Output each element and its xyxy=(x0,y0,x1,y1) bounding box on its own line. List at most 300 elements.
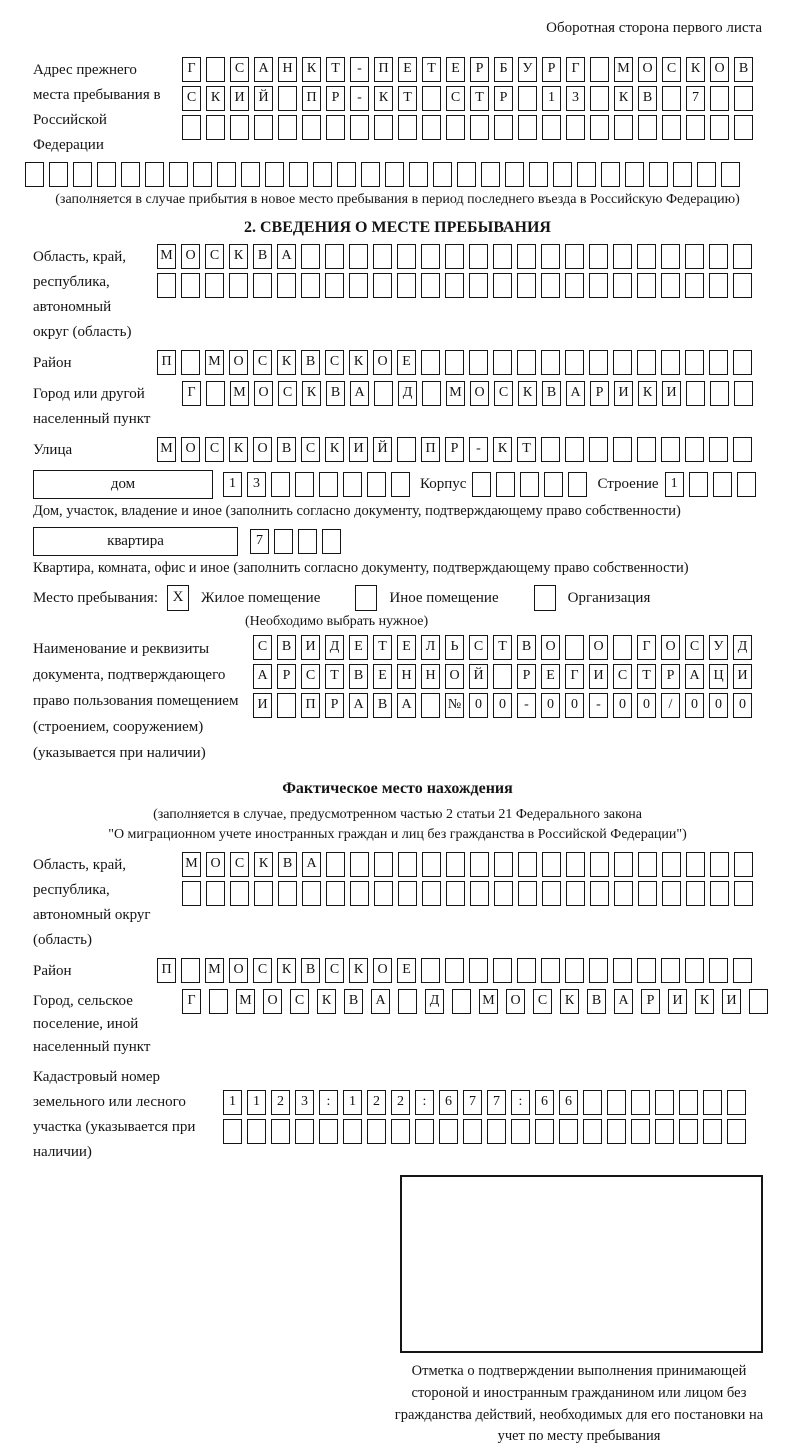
char-cell xyxy=(469,273,488,298)
char-cell xyxy=(230,115,249,140)
korpus-label: Корпус xyxy=(420,476,467,492)
char-cell: О xyxy=(373,958,392,983)
prev-address-rows xyxy=(182,57,753,140)
char-cell xyxy=(721,162,740,187)
street-row xyxy=(157,437,752,462)
char-cell: 2 xyxy=(271,1090,290,1115)
char-cell: С xyxy=(230,57,249,82)
char-cell xyxy=(679,1090,698,1115)
char-cell xyxy=(457,162,476,187)
char-cell xyxy=(727,1119,746,1144)
char-cell: С xyxy=(301,664,320,689)
char-cell xyxy=(313,162,332,187)
char-cell: О xyxy=(506,989,525,1014)
char-cell: Й xyxy=(469,664,488,689)
char-cell: С xyxy=(253,350,272,375)
char-cell xyxy=(422,115,441,140)
char-cell xyxy=(590,57,609,82)
char-cell xyxy=(709,244,728,269)
char-cell xyxy=(254,881,273,906)
actual-region-row-1 xyxy=(182,852,753,877)
prev-address-row-2 xyxy=(182,86,753,111)
char-cell xyxy=(385,162,404,187)
char-cell xyxy=(271,1119,290,1144)
char-cell: А xyxy=(277,244,296,269)
cadastral-field xyxy=(33,1064,762,1165)
char-cell: 1 xyxy=(665,472,684,497)
char-cell xyxy=(637,350,656,375)
char-cell xyxy=(511,1119,530,1144)
char-cell: П xyxy=(302,86,321,111)
char-cell xyxy=(391,472,410,497)
char-cell: К xyxy=(325,437,344,462)
char-cell: К xyxy=(277,350,296,375)
char-cell: 2 xyxy=(367,1090,386,1115)
char-cell: 3 xyxy=(295,1090,314,1115)
char-cell xyxy=(278,86,297,111)
char-cell xyxy=(638,852,657,877)
char-cell xyxy=(613,437,632,462)
char-cell: В xyxy=(277,635,296,660)
char-cell: Т xyxy=(422,57,441,82)
district-field xyxy=(33,350,762,376)
char-cell: К xyxy=(349,350,368,375)
char-cell: Т xyxy=(637,664,656,689)
char-cell: Г xyxy=(565,664,584,689)
char-cell xyxy=(613,273,632,298)
char-cell: 2 xyxy=(391,1090,410,1115)
apartment-labelbox: квартира xyxy=(33,527,238,556)
char-cell xyxy=(590,115,609,140)
actual-city-field xyxy=(33,989,762,1059)
char-cell: К xyxy=(638,381,657,406)
char-cell xyxy=(350,115,369,140)
char-cell xyxy=(421,273,440,298)
char-cell: О xyxy=(638,57,657,82)
char-cell: О xyxy=(541,635,560,660)
char-cell: С xyxy=(205,437,224,462)
char-cell xyxy=(319,472,338,497)
char-cell: 0 xyxy=(469,693,488,718)
char-cell: Р xyxy=(517,664,536,689)
char-cell xyxy=(445,244,464,269)
city-row xyxy=(182,381,753,406)
char-cell: Г xyxy=(637,635,656,660)
char-cell: 0 xyxy=(493,693,512,718)
char-cell xyxy=(223,1119,242,1144)
document-field xyxy=(33,635,762,766)
char-cell xyxy=(662,115,681,140)
char-cell xyxy=(494,881,513,906)
char-cell xyxy=(733,273,752,298)
char-cell xyxy=(638,881,657,906)
char-cell: 0 xyxy=(685,693,704,718)
document-label: Наименование и реквизиты документа, подтверждающего право пользования помещением (строением, сооружением) (указывается при наличии) xyxy=(33,641,239,761)
char-cell xyxy=(734,881,753,906)
char-cell: 1 xyxy=(223,472,242,497)
char-cell: К xyxy=(254,852,273,877)
char-cell: И xyxy=(668,989,687,1014)
char-cell xyxy=(493,958,512,983)
char-cell xyxy=(181,273,200,298)
char-cell: В xyxy=(301,958,320,983)
char-cell xyxy=(445,958,464,983)
char-cell: К xyxy=(686,57,705,82)
char-cell xyxy=(302,115,321,140)
char-cell xyxy=(367,1119,386,1144)
char-cell: Д xyxy=(733,635,752,660)
char-cell xyxy=(422,381,441,406)
char-cell: К xyxy=(317,989,336,1014)
house-labelbox: дом xyxy=(33,470,213,499)
char-cell xyxy=(544,472,563,497)
char-cell: С xyxy=(446,86,465,111)
char-cell xyxy=(541,437,560,462)
stroenie-label: Строение xyxy=(597,476,659,492)
char-cell xyxy=(121,162,140,187)
char-cell: : xyxy=(319,1090,338,1115)
char-cell xyxy=(337,162,356,187)
char-cell xyxy=(494,852,513,877)
char-cell xyxy=(535,1119,554,1144)
char-cell: У xyxy=(709,635,728,660)
actual-city-row xyxy=(182,989,768,1014)
char-cell: Д xyxy=(398,381,417,406)
char-cell xyxy=(49,162,68,187)
char-cell xyxy=(493,273,512,298)
actual-region-field xyxy=(33,852,762,953)
char-cell: С xyxy=(278,381,297,406)
char-cell xyxy=(631,1090,650,1115)
char-cell xyxy=(322,529,341,554)
char-cell xyxy=(350,881,369,906)
char-cell xyxy=(349,273,368,298)
char-cell: 0 xyxy=(637,693,656,718)
char-cell: М xyxy=(205,350,224,375)
char-cell: 0 xyxy=(733,693,752,718)
char-cell xyxy=(614,881,633,906)
char-cell xyxy=(638,115,657,140)
char-cell: О xyxy=(470,381,489,406)
char-cell xyxy=(326,852,345,877)
char-cell xyxy=(685,437,704,462)
char-cell xyxy=(749,989,768,1014)
document-row-3 xyxy=(253,693,752,718)
char-cell xyxy=(542,881,561,906)
prev-address-row-3 xyxy=(182,115,753,140)
char-cell xyxy=(613,635,632,660)
char-cell xyxy=(727,1090,746,1115)
char-cell xyxy=(182,115,201,140)
char-cell xyxy=(709,350,728,375)
char-cell: И xyxy=(662,381,681,406)
char-cell: М xyxy=(479,989,498,1014)
char-cell xyxy=(470,881,489,906)
char-cell xyxy=(206,881,225,906)
char-cell xyxy=(145,162,164,187)
char-cell xyxy=(661,350,680,375)
char-cell: П xyxy=(301,693,320,718)
char-cell: С xyxy=(301,437,320,462)
char-cell xyxy=(421,958,440,983)
char-cell xyxy=(637,273,656,298)
char-cell xyxy=(445,350,464,375)
char-cell: Р xyxy=(326,86,345,111)
street-label: Улица xyxy=(33,442,73,458)
char-cell xyxy=(568,472,587,497)
char-cell xyxy=(241,162,260,187)
char-cell xyxy=(229,273,248,298)
char-cell: С xyxy=(205,244,224,269)
char-cell xyxy=(398,989,417,1014)
char-cell: 6 xyxy=(439,1090,458,1115)
char-cell: А xyxy=(254,57,273,82)
char-cell xyxy=(374,381,393,406)
char-cell xyxy=(470,852,489,877)
char-cell: Т xyxy=(398,86,417,111)
char-cell: Р xyxy=(542,57,561,82)
house-cells xyxy=(223,472,410,497)
char-cell: Й xyxy=(373,437,392,462)
actual-location-note-2: "О миграционном учете иностранных граждан и лиц без гражданства в Российской Федерации") xyxy=(108,826,687,842)
char-cell xyxy=(421,350,440,375)
char-cell xyxy=(422,852,441,877)
char-cell: Н xyxy=(397,664,416,689)
char-cell xyxy=(319,1119,338,1144)
char-cell xyxy=(361,162,380,187)
char-cell: Е xyxy=(373,664,392,689)
char-cell xyxy=(169,162,188,187)
char-cell xyxy=(301,273,320,298)
char-cell xyxy=(206,57,225,82)
char-cell xyxy=(254,115,273,140)
char-cell: - xyxy=(350,57,369,82)
char-cell: : xyxy=(415,1090,434,1115)
region-field xyxy=(33,244,762,345)
actual-city-label: Город, сельское поселение, иной населенный пункт xyxy=(33,993,151,1056)
char-cell: 7 xyxy=(463,1090,482,1115)
char-cell xyxy=(697,162,716,187)
char-cell xyxy=(661,273,680,298)
char-cell: Г xyxy=(182,381,201,406)
district-label: Район xyxy=(33,355,72,371)
char-cell: В xyxy=(277,437,296,462)
char-cell: И xyxy=(589,664,608,689)
char-cell xyxy=(590,852,609,877)
char-cell xyxy=(373,273,392,298)
char-cell: 0 xyxy=(709,693,728,718)
char-cell: М xyxy=(446,381,465,406)
char-cell xyxy=(469,244,488,269)
char-cell xyxy=(589,350,608,375)
char-cell xyxy=(253,273,272,298)
char-cell: О xyxy=(181,244,200,269)
char-cell xyxy=(577,162,596,187)
char-cell: Т xyxy=(326,57,345,82)
char-cell xyxy=(709,437,728,462)
char-cell: О xyxy=(710,57,729,82)
char-cell xyxy=(733,350,752,375)
char-cell: М xyxy=(157,244,176,269)
char-cell: П xyxy=(157,350,176,375)
char-cell: Е xyxy=(397,350,416,375)
char-cell xyxy=(274,529,293,554)
char-cell xyxy=(565,437,584,462)
char-cell xyxy=(541,244,560,269)
char-cell xyxy=(349,244,368,269)
char-cell xyxy=(409,162,428,187)
char-cell: Г xyxy=(566,57,585,82)
char-cell: В xyxy=(373,693,392,718)
char-cell: А xyxy=(614,989,633,1014)
house-note: Дом, участок, владение и иное (заполнить согласно документу, подтверждающему право собственности) xyxy=(33,503,681,519)
char-cell xyxy=(452,989,471,1014)
char-cell xyxy=(496,472,515,497)
char-cell xyxy=(472,472,491,497)
char-cell: С xyxy=(253,958,272,983)
char-cell xyxy=(193,162,212,187)
char-cell: С xyxy=(662,57,681,82)
apartment-note: Квартира, комната, офис и иное (заполнить согласно документу, подтверждающему право собственности) xyxy=(33,560,689,576)
char-cell: Т xyxy=(517,437,536,462)
confirmation-area xyxy=(33,1175,762,1443)
char-cell: О xyxy=(373,350,392,375)
stay-checkbox-residential: X xyxy=(167,585,189,611)
char-cell xyxy=(710,381,729,406)
char-cell: С xyxy=(253,635,272,660)
char-cell: И xyxy=(722,989,741,1014)
char-cell xyxy=(649,162,668,187)
char-cell xyxy=(518,86,537,111)
char-cell: В xyxy=(349,664,368,689)
char-cell xyxy=(209,989,228,1014)
char-cell xyxy=(662,86,681,111)
char-cell xyxy=(737,472,756,497)
char-cell xyxy=(583,1119,602,1144)
char-cell: Р xyxy=(325,693,344,718)
cadastral-row-2 xyxy=(223,1119,746,1144)
char-cell: Ь xyxy=(445,635,464,660)
region-row-2 xyxy=(157,273,752,298)
char-cell: В xyxy=(344,989,363,1014)
char-cell xyxy=(325,273,344,298)
char-cell xyxy=(613,958,632,983)
char-cell xyxy=(583,1090,602,1115)
char-cell xyxy=(637,437,656,462)
char-cell xyxy=(181,350,200,375)
char-cell: В xyxy=(587,989,606,1014)
char-cell xyxy=(505,162,524,187)
char-cell xyxy=(686,881,705,906)
char-cell xyxy=(350,852,369,877)
char-cell xyxy=(470,115,489,140)
document-row-2 xyxy=(253,664,752,689)
char-cell: О xyxy=(253,437,272,462)
char-cell: М xyxy=(230,381,249,406)
char-cell: - xyxy=(517,693,536,718)
cadastral-row-1 xyxy=(223,1090,746,1115)
char-cell xyxy=(445,273,464,298)
char-cell: - xyxy=(469,437,488,462)
char-cell: Р xyxy=(277,664,296,689)
char-cell: - xyxy=(589,693,608,718)
char-cell: А xyxy=(371,989,390,1014)
char-cell xyxy=(520,472,539,497)
char-cell xyxy=(590,881,609,906)
prev-address-row-4 xyxy=(25,162,762,187)
char-cell: О xyxy=(229,350,248,375)
char-cell xyxy=(614,115,633,140)
char-cell: 7 xyxy=(686,86,705,111)
char-cell: 1 xyxy=(247,1090,266,1115)
char-cell: Г xyxy=(182,57,201,82)
char-cell: К xyxy=(349,958,368,983)
char-cell xyxy=(343,472,362,497)
char-cell xyxy=(247,1119,266,1144)
actual-location-note-1: (заполняется в случае, предусмотренном частью 2 статьи 21 Федерального закона xyxy=(153,807,642,822)
char-cell: В xyxy=(734,57,753,82)
cadastral-label: Кадастровый номер земельного или лесного участка (указывается при наличии) xyxy=(33,1069,196,1161)
char-cell: Р xyxy=(661,664,680,689)
char-cell: Б xyxy=(494,57,513,82)
char-cell: Е xyxy=(541,664,560,689)
apartment-cells xyxy=(250,529,341,554)
char-cell: М xyxy=(182,852,201,877)
stay-type-note: (Необходимо выбрать нужное) xyxy=(245,614,429,629)
char-cell: 1 xyxy=(542,86,561,111)
char-cell xyxy=(625,162,644,187)
char-cell: Н xyxy=(421,664,440,689)
char-cell: П xyxy=(157,958,176,983)
char-cell xyxy=(415,1119,434,1144)
char-cell xyxy=(733,437,752,462)
char-cell: М xyxy=(157,437,176,462)
char-cell: И xyxy=(253,693,272,718)
char-cell: О xyxy=(181,437,200,462)
corner-note: Оборотная сторона первого листа xyxy=(546,20,762,36)
char-cell: Т xyxy=(493,635,512,660)
char-cell xyxy=(685,958,704,983)
char-cell: К xyxy=(374,86,393,111)
char-cell: С xyxy=(230,852,249,877)
char-cell xyxy=(326,881,345,906)
char-cell: В xyxy=(638,86,657,111)
char-cell xyxy=(397,273,416,298)
stay-label-residential: Жилое помещение xyxy=(201,589,321,606)
char-cell xyxy=(589,958,608,983)
char-cell: В xyxy=(278,852,297,877)
korpus-cells xyxy=(472,472,587,497)
char-cell: К xyxy=(493,437,512,462)
char-cell: С xyxy=(325,350,344,375)
char-cell xyxy=(421,244,440,269)
char-cell: К xyxy=(560,989,579,1014)
stroenie-cells xyxy=(665,472,756,497)
char-cell: К xyxy=(229,244,248,269)
char-cell: К xyxy=(695,989,714,1014)
char-cell: Е xyxy=(446,57,465,82)
char-cell: И xyxy=(301,635,320,660)
char-cell: - xyxy=(350,86,369,111)
char-cell xyxy=(446,115,465,140)
char-cell xyxy=(601,162,620,187)
char-cell: С xyxy=(290,989,309,1014)
char-cell xyxy=(373,244,392,269)
char-cell: С xyxy=(325,958,344,983)
district-row xyxy=(157,350,752,375)
char-cell xyxy=(25,162,44,187)
char-cell xyxy=(302,881,321,906)
